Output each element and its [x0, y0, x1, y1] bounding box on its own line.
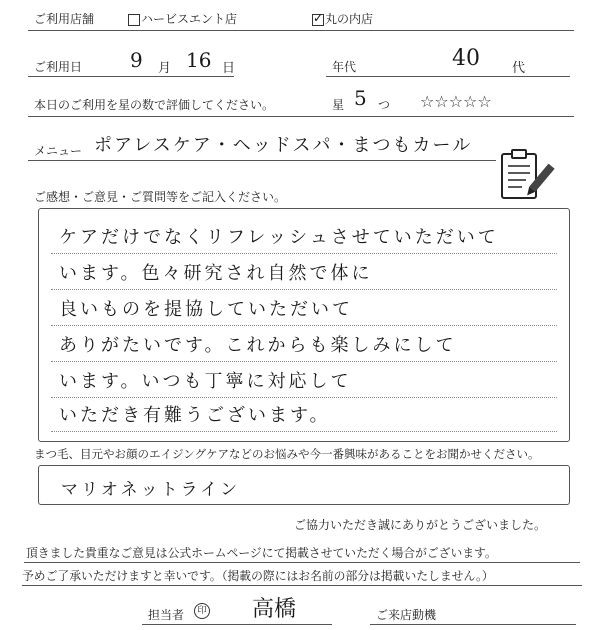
- month-unit: 月: [158, 61, 172, 76]
- marunouchi-label: 丸の内店: [325, 12, 374, 26]
- divider: [326, 76, 570, 77]
- comments-area[interactable]: [38, 208, 570, 442]
- divider: [28, 30, 574, 31]
- ruled-line: [51, 253, 557, 254]
- ruled-line: [51, 325, 557, 326]
- comment-line: ケアだけでなくリフレッシュさせていただいて: [59, 227, 499, 248]
- store-option-marunouchi[interactable]: [312, 10, 373, 27]
- store-label: ご利用店舗: [34, 12, 95, 26]
- ruled-line: [51, 289, 557, 290]
- rating-stars: ☆☆☆☆☆: [420, 92, 492, 111]
- comment-line: います。色々研究され自然で体に: [59, 263, 373, 284]
- comment-line: ありがたいです。これからも楽しみにして: [59, 335, 457, 356]
- seal-mark: 印: [194, 603, 210, 619]
- comment-line: 良いものを提協していただいて: [59, 299, 353, 320]
- store-option-herbis[interactable]: [128, 10, 237, 27]
- divider: [28, 116, 574, 117]
- thanks-message: ご協力いただき誠にありがとうございました。: [294, 518, 547, 532]
- herbis-checkbox[interactable]: [128, 14, 140, 26]
- rating-value: 5: [354, 86, 367, 110]
- divider: [28, 76, 234, 77]
- concerns-prompt: まつ毛、目元やお顔のエイジングケアなどのお悩みや今一番興味があることをお聞かせください。: [34, 447, 540, 461]
- divider: [142, 624, 332, 625]
- age-value: 40: [452, 46, 480, 71]
- menu-value: ポアレスケア・ヘッドスパ・まつもカール: [94, 135, 473, 156]
- concerns-value: マリオネットライン: [61, 480, 241, 500]
- divider: [22, 585, 582, 586]
- comment-line: います。いつも丁寧に対応して: [59, 371, 352, 392]
- motive-label: ご来店動機: [376, 608, 437, 622]
- herbis-label: ハービスエント店: [141, 12, 238, 26]
- divider: [28, 160, 496, 161]
- rating-label: 星: [332, 98, 345, 112]
- ruled-line: [51, 397, 557, 398]
- marunouchi-checkbox[interactable]: [312, 14, 324, 26]
- divider: [370, 624, 576, 625]
- visit-month: 9: [130, 48, 143, 72]
- notice-line-1: 頂きました貴重なご意見は公式ホームページにて掲載させていただく場合がございます。: [26, 546, 497, 560]
- staff-name: 高橋: [252, 597, 297, 622]
- ruled-line: [51, 361, 557, 362]
- rating-unit: つ: [378, 98, 391, 112]
- concerns-area[interactable]: [38, 465, 570, 505]
- clipboard-pencil-icon: [496, 148, 556, 204]
- staff-label: 担当者: [148, 608, 185, 622]
- visit-date-label: ご利用日: [34, 60, 83, 74]
- visit-day: 16: [186, 48, 212, 72]
- ruled-line: [51, 431, 557, 432]
- age-label: 年代: [332, 60, 357, 74]
- comment-line: いただき有難うございます。: [59, 405, 331, 426]
- divider: [24, 562, 580, 563]
- comments-label: ご感想・ご意見・ご質問等をご記入ください。: [34, 190, 287, 204]
- notice-line-2: 予めご了承いただけますと幸いです。（掲載の際にはお名前の部分は掲載いたしません。）: [22, 569, 494, 583]
- day-unit: 日: [222, 61, 236, 76]
- age-unit: 代: [512, 61, 526, 76]
- rating-prompt: 本日のご利用を星の数で評価してください。: [34, 98, 275, 112]
- menu-label: メニュー: [34, 144, 83, 158]
